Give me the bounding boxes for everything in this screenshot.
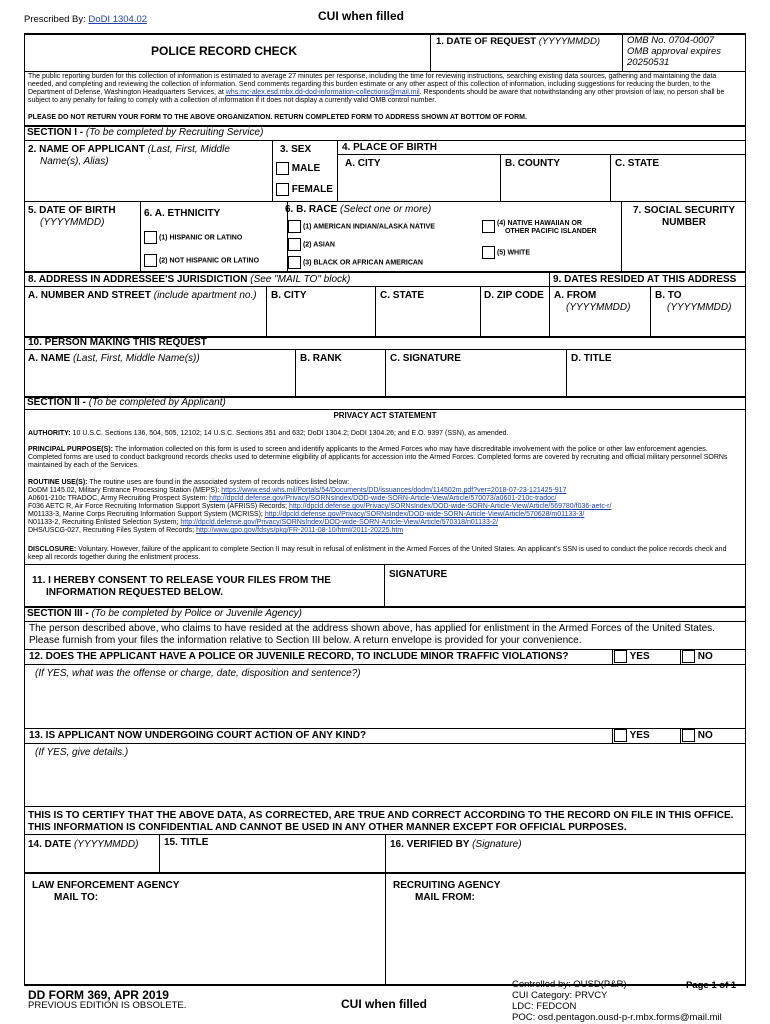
- ssn-label: 7. SOCIAL SECURITY NUMBER: [632, 205, 736, 228]
- race-1-checkbox[interactable]: [288, 220, 301, 233]
- omb-info: OMB No. 0704-0007 OMB approval expires 20250531: [627, 35, 721, 68]
- return-warning: PLEASE DO NOT RETURN YOUR FORM TO THE ABOVE ORGANIZATION. RETURN COMPLETED FORM TO ADDRESS SHOWN AT BOTTOM OF FORM.: [28, 114, 527, 121]
- mail-from-label: RECRUITING AGENCY MAIL FROM:: [393, 880, 501, 903]
- dates-resided-label: 9. DATES RESIDED AT THIS ADDRESS: [553, 274, 737, 285]
- routine-link-5[interactable]: http://dpcld.defense.gov/Privacy/SORNsIndex/DOD-wide-SORN-Article-View/Article/570318/n01133-2/: [180, 519, 499, 526]
- requester-name-input[interactable]: [28, 370, 292, 392]
- race-5-checkbox[interactable]: [482, 246, 495, 259]
- sex-label: 3. SEX: [280, 144, 312, 155]
- q12-no-option[interactable]: NO: [682, 650, 713, 663]
- street-label: A. NUMBER AND STREET (include apartment no.): [28, 290, 257, 301]
- f15-input[interactable]: [163, 852, 382, 870]
- race-opt-2[interactable]: (2) ASIAN: [288, 238, 335, 251]
- q12-label: 12. DOES THE APPLICANT HAVE A POLICE OR JUVENILE RECORD, TO INCLUDE MINOR TRAFFIC VIOLATIONS?: [29, 651, 569, 662]
- to-label: B. TO (YYYYMMDD): [655, 290, 732, 313]
- birth-state-input[interactable]: [614, 175, 742, 197]
- routine-link-6[interactable]: http://www.gpo.gov/fdsys/pkg/FR-2011-08-10/html/2011-20225.htm: [196, 527, 404, 534]
- q13-yes-option[interactable]: YES: [614, 729, 650, 742]
- birth-city-label: A. CITY: [345, 158, 381, 169]
- routine-link-4[interactable]: http://dpcld.defense.gov/Privacy/SORNsIndex/DOD-wide-SORN-Article-View/Article/570628/m01133-3/: [264, 511, 585, 518]
- race-3-checkbox[interactable]: [288, 256, 301, 269]
- q13-label: 13. IS APPLICANT NOW UNDERGOING COURT ACTION OF ANY KIND?: [29, 730, 367, 741]
- dob-label: 5. DATE OF BIRTH (YYYYMMDD): [28, 205, 116, 228]
- form-number: DD FORM 369, APR 2019: [28, 988, 169, 1002]
- q13-no-option[interactable]: NO: [682, 729, 713, 742]
- q13-no-checkbox[interactable]: [682, 729, 695, 742]
- consent-signature-label: SIGNATURE: [389, 569, 448, 580]
- q13-yes-checkbox[interactable]: [614, 729, 627, 742]
- dodi-link[interactable]: DoDI 1304.02: [88, 14, 148, 25]
- q12-hint: (If YES, what was the offense or charge, date, disposition and sentence?): [35, 668, 361, 679]
- race-opt-5[interactable]: (5) WHITE: [482, 246, 530, 259]
- q12-details-input[interactable]: [30, 682, 740, 726]
- date-of-request-input[interactable]: [432, 50, 620, 68]
- race-4-checkbox[interactable]: [482, 220, 495, 233]
- privacy-disclosure: DISCLOSURE: Voluntary. However, failure of the applicant to complete Section II may result in refusal of enlistment in the Armed Forces of the United States. An applicant's SSN is used to conduct the police records check and keep all records together during the enlistment process.: [28, 546, 727, 561]
- requester-signature-label: C. SIGNATURE: [390, 353, 461, 364]
- privacy-routine-uses: ROUTINE USE(S): The routine uses are found in the associated system of records notices listed below: DoDM 1145.02, Military Entrance Processing Station (MEPS): https://www.esd.whs.mil/Portals/54/Documents/DD/issuances/dodm/114502m.pdf?ver=2018-07-23-121425-917 A0601-210c TRADOC, Army Recruiting Prospect System: http://dpcld.defense.gov/Privacy/SORNsIndex/DOD-wide-SORN-Article-View/Article/570073/a0601-210c-tradoc/ F036 AETC R, Air Force Recruiting Information Support System (AFRISS) Records; http://dpcld.defense.gov/Privacy/SORNsIndex/DOD-wide-SORN-Article-View/Article/569780/f036-aetc-r/ M01133-3, Marine Corps Recruiting Information Support System (MCRISS); http://dpcld.defense.gov/Privacy/SORNsIndex/DOD-wide-SORN-Article-View/Article/570628/m01133-3/ N01133-2, Recruiting Enlisted Selection System; http://dpcld.defense.gov/Privacy/SORNsIndex/DOD-wide-SORN-Article-View/Article/570318/n01133-2/ DHS/USCG-027, Recruiting Files System of Records; http://www.gpo.gov/fdsys/pkg/FR-2011-08-10/html/2011-20225.htm: [28, 479, 612, 534]
- birth-county-input[interactable]: [504, 175, 607, 197]
- hispanic-checkbox[interactable]: [144, 231, 157, 244]
- male-checkbox[interactable]: [276, 162, 289, 175]
- section-1-header: SECTION I - (To be completed by Recruiting Service): [27, 127, 264, 138]
- race-2-checkbox[interactable]: [288, 238, 301, 251]
- cui-banner-bottom: CUI when filled: [341, 997, 428, 1011]
- q13-hint: (If YES, give details.): [35, 747, 129, 758]
- privacy-authority: AUTHORITY: 10 U.S.C. Sections 136, 504, 505, 12102; 14 U.S.C. Sections 351 and 632; DoDI 1304.2; DoDI 1304.26; and E.O. 9397 (SSN), as amended.: [28, 430, 509, 437]
- birth-city-input[interactable]: [341, 175, 497, 197]
- privacy-purpose: PRINCIPAL PURPOSE(S): The information collected on this form is used to screen and identify applicants to the Armed Forces who may have discreditable involvement with the police or other law enforcement agencies. Completed forms are used to conduct background records checks used to determine eligibility of applicants for accession into the Armed Forces. Completed forms are covered by recruiting and official military personnel SORNs maintained by each of the Services.: [28, 446, 728, 469]
- place-of-birth-label: 4. PLACE OF BIRTH: [342, 142, 438, 153]
- privacy-act-title: PRIVACY ACT STATEMENT: [333, 411, 437, 420]
- f15-label: 15. TITLE: [164, 837, 209, 848]
- birth-county-label: B. COUNTY: [505, 158, 560, 169]
- sex-male-option[interactable]: MALE: [276, 162, 320, 175]
- female-checkbox[interactable]: [276, 183, 289, 196]
- ethnicity-hispanic-option[interactable]: (1) HISPANIC OR LATINO: [144, 231, 242, 244]
- requester-title-label: D. TITLE: [571, 353, 612, 364]
- date-of-request-label: 1. DATE OF REQUEST (YYYYMMDD): [436, 36, 600, 47]
- addr-state-input[interactable]: [379, 310, 477, 334]
- ethnicity-label: 6. A. ETHNICITY: [144, 208, 221, 219]
- ethnicity-not-hispanic-option[interactable]: (2) NOT HISPANIC OR LATINO: [144, 254, 259, 267]
- mail-to-address-input[interactable]: [30, 908, 380, 980]
- mail-to-label: LAW ENFORCEMENT AGENCY MAIL TO:: [32, 880, 180, 903]
- page-number: Page 1 of 1: [686, 980, 737, 991]
- addr-city-label: B. CITY: [271, 290, 307, 301]
- prescribed-by: Prescribed By: DoDI 1304.02: [24, 14, 148, 25]
- routine-link-3[interactable]: http://dpcld.defense.gov/Privacy/SORNsIndex/DOD-wide-SORN-Article-View/Article/569780/f036-aetc-r/: [289, 503, 612, 510]
- routine-link-1[interactable]: https://www.esd.whs.mil/Portals/54/Documents/DD/issuances/dodm/114502m.pdf?ver=2018-07-23-121425-917: [221, 487, 567, 494]
- sex-female-option[interactable]: FEMALE: [276, 183, 333, 196]
- certification-text: THIS IS TO CERTIFY THAT THE ABOVE DATA, AS CORRECTED, ARE TRUE AND CORRECT ACCORDING TO THE RECORD ON FILE IN THIS OFFICE. THIS INFORMATION IS CONFIDENTIAL AND CANNOT BE USED IN ANY OTHER MANNER EXCEPT FOR OFFICIAL PURPOSES.: [28, 810, 734, 833]
- section-3-header: SECTION III - (To be completed by Police or Juvenile Agency): [27, 608, 302, 619]
- race-opt-1[interactable]: (1) AMERICAN INDIAN/ALASKA NATIVE: [288, 220, 435, 233]
- addr-zip-input[interactable]: [484, 310, 546, 334]
- race-label: 6. B. RACE (Select one or more): [285, 204, 432, 215]
- q12-no-checkbox[interactable]: [682, 650, 695, 663]
- applicant-name-input[interactable]: [28, 175, 268, 197]
- f16-label: 16. VERIFIED BY (Signature): [390, 839, 522, 850]
- burden-statement: The public reporting burden for this collection of information is estimated to average 27 minutes per response, including the time for reviewing instructions, searching existing data sources, gathering and maintaining the data needed, and completing and reviewing the collection of information. Send comments regarding this burden estimate or any other aspect of this collection of information, including suggestions for reducing the burden, to the Department of Defense, Washington Headquarters Services, at whs.mc-alex.esd.mbx.dd-dod-information-collections@mail.mil. Respondents should be aware that notwithstanding any other provision of law, no person shall be subject to any penalty for failing to comply with a collection of information if it does not display a currently valid OMB control number.: [28, 73, 725, 104]
- dob-input[interactable]: [28, 240, 136, 262]
- section-3-instructions: The person described above, who claims to have resided at the address shown above, has applied for enlistment in the Armed Forces of the United States. Please furnish from your files the information relative to Section III below. A return envelope is provided for your convenience.: [29, 623, 715, 646]
- addr-state-label: C. STATE: [380, 290, 425, 301]
- race-opt-4[interactable]: (4) NATIVE HAWAIIAN OR OTHER PACIFIC ISLANDER: [482, 220, 597, 236]
- consent-signature-input[interactable]: [389, 583, 741, 603]
- from-label: A. FROM (YYYYMMDD): [554, 290, 631, 313]
- obsolete-note: PREVIOUS EDITION IS OBSOLETE.: [28, 1000, 187, 1011]
- applicant-name-label: 2. NAME OF APPLICANT (Last, First, Middle Name(s), Alias): [28, 144, 230, 167]
- form-title: POLICE RECORD CHECK: [151, 44, 298, 58]
- section-2-header: SECTION II - (To be completed by Applicant): [27, 397, 226, 408]
- requester-label: 10. PERSON MAKING THIS REQUEST: [28, 337, 207, 348]
- street-input[interactable]: [28, 310, 262, 334]
- requester-rank-input[interactable]: [299, 370, 382, 392]
- race-opt-3[interactable]: (3) BLACK OR AFRICAN AMERICAN: [288, 256, 423, 269]
- ssn-input[interactable]: [625, 240, 743, 262]
- requester-rank-label: B. RANK: [300, 353, 342, 364]
- q12-yes-option[interactable]: YES: [614, 650, 650, 663]
- from-input[interactable]: [554, 316, 646, 336]
- consent-label: 11. I HEREBY CONSENT TO RELEASE YOUR FILES FROM THE INFORMATION REQUESTED BELOW.: [32, 575, 331, 598]
- mail-from-address-input[interactable]: [391, 908, 741, 980]
- addr-zip-label: D. ZIP CODE: [484, 290, 544, 301]
- requester-name-label: A. NAME (Last, First, Middle Name(s)): [28, 353, 200, 364]
- f14-input[interactable]: [28, 852, 156, 870]
- routine-link-2[interactable]: http://dpcld.defense.gov/Privacy/SORNsIndex/DOD-wide-SORN-Article-View/Article/570073/a0601-210c-tradoc/: [209, 495, 557, 502]
- birth-state-label: C. STATE: [615, 158, 660, 169]
- cui-banner-top: CUI when filled: [318, 9, 405, 23]
- requester-title-input[interactable]: [570, 370, 742, 392]
- q12-yes-checkbox[interactable]: [614, 650, 627, 663]
- cui-control-block: Controlled by: OUSD(P&R) CUI Category: PRVCY LDC: FEDCON POC: osd.pentagon.ousd-p-r.mbx.forms@mail.mil: [512, 979, 722, 1023]
- address-label: 8. ADDRESS IN ADDRESSEE'S JURISDICTION (See "MAIL TO" block): [28, 274, 351, 285]
- burden-email-link[interactable]: whs.mc-alex.esd.mbx.dd-dod-information-collections@mail.mil: [225, 89, 420, 96]
- q13-details-input[interactable]: [30, 762, 740, 804]
- to-input[interactable]: [655, 316, 743, 336]
- not-hispanic-checkbox[interactable]: [144, 254, 157, 267]
- f16-input[interactable]: [389, 852, 741, 870]
- addr-city-input[interactable]: [270, 310, 372, 334]
- f14-label: 14. DATE (YYYYMMDD): [28, 839, 139, 850]
- requester-signature-input[interactable]: [389, 370, 563, 392]
